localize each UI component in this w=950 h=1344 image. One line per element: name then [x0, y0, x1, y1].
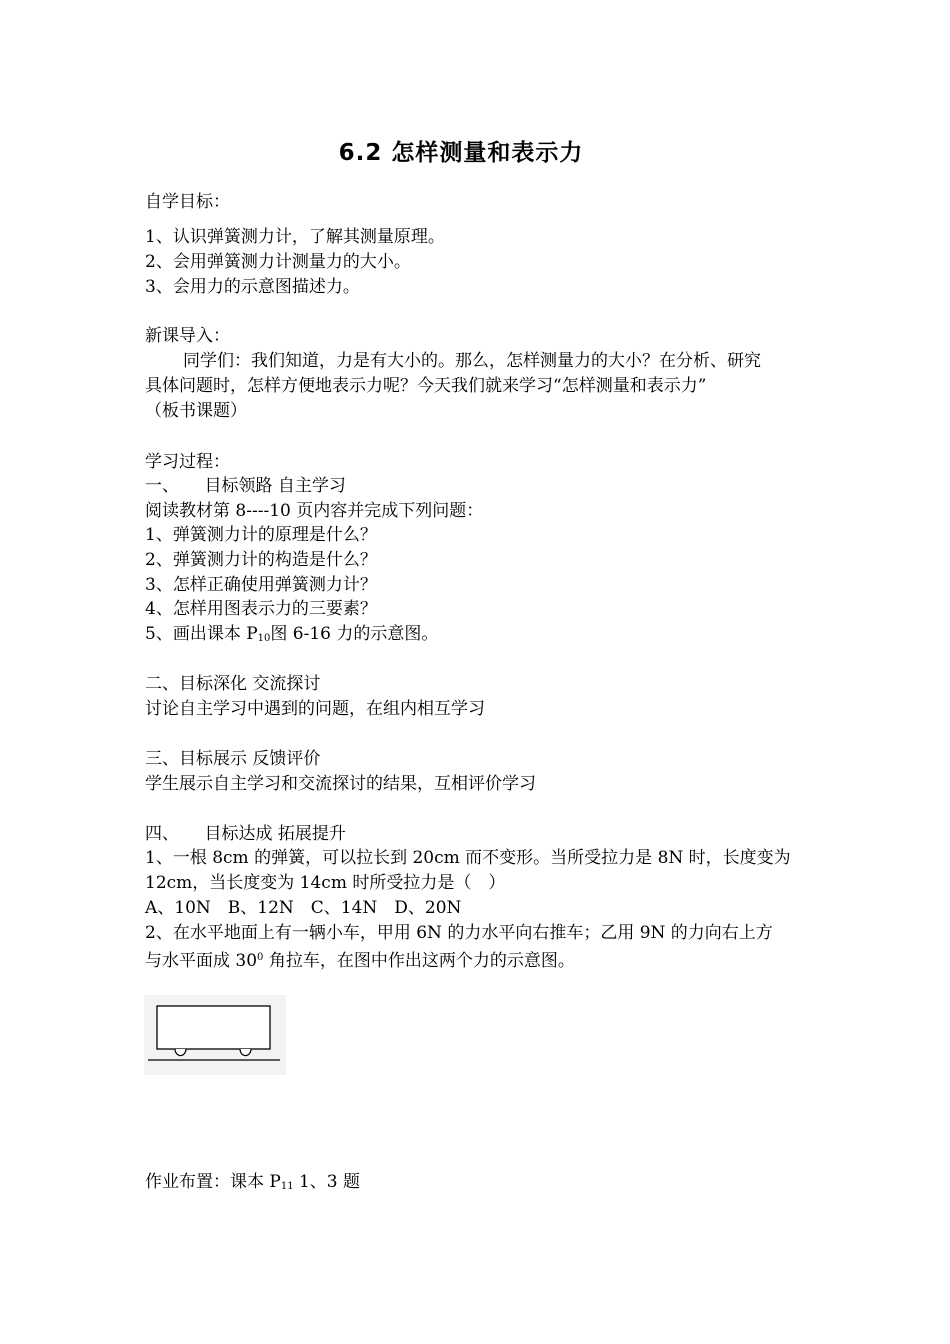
problem-1-line-2: 12cm，当长度变为 14cm 时所受拉力是（ ） — [145, 873, 506, 893]
intro-line-1: 同学们：我们知道，力是有大小的。那么，怎样测量力的大小？在分析、研究 — [183, 351, 761, 371]
homework-subscript: 11 — [280, 1181, 294, 1192]
problem-1-line-1: 1、一根 8cm 的弹簧，可以拉长到 20cm 而不变形。当所受拉力是 8N 时，长度变为 — [145, 848, 791, 868]
goal-item-1: 1、认识弹簧测力计，了解其测量原理。 — [145, 227, 445, 247]
cart-diagram — [144, 995, 286, 1075]
question-5 — [145, 622, 438, 651]
degree-superscript: 0 — [257, 952, 264, 963]
question-2: 2、弹簧测力计的构造是什么？ — [145, 550, 377, 570]
section-1-instruction: 阅读教材第 8----10 页内容并完成下列问题： — [145, 501, 484, 521]
problem-2-line-1: 2、在水平地面上有一辆小车，甲用 6N 的力水平向右推车；乙用 9N 的力向右上方 — [145, 923, 773, 943]
problem-2-line-2-prefix: 与水平面成 30 — [145, 951, 258, 971]
section-2-heading: 二、目标深化 交流探讨 — [145, 674, 321, 694]
question-5-suffix: 图 6-16 力的示意图。 — [270, 624, 439, 644]
page-title: 6.2 怎样测量和表示力 — [338, 140, 584, 166]
question-5-subscript: 10 — [257, 633, 271, 644]
section-4-heading: 四、 目标达成 拓展提升 — [145, 824, 346, 844]
cart-figure — [144, 995, 286, 1075]
cart-wheel-right — [240, 1049, 251, 1056]
intro-heading: 新课导入： — [145, 326, 230, 346]
problem-2-line-2 — [145, 946, 575, 973]
question-1: 1、弹簧测力计的原理是什么？ — [145, 525, 377, 545]
question-4: 4、怎样用图表示力的三要素？ — [145, 599, 377, 619]
problem-1-options: A、10N B、12N C、14N D、20N — [145, 898, 462, 918]
problem-2-line-2-suffix: 角拉车，在图中作出这两个力的示意图。 — [263, 951, 575, 971]
homework-suffix: 1、3 题 — [293, 1172, 361, 1192]
question-3: 3、怎样正确使用弹簧测力计？ — [145, 575, 377, 595]
question-5-prefix: 5、画出课本 P — [145, 624, 258, 644]
goal-item-2: 2、会用弹簧测力计测量力的大小。 — [145, 252, 411, 272]
section-2-text: 讨论自主学习中遇到的问题，在组内相互学习 — [145, 699, 485, 719]
homework-prefix: 作业布置：课本 P — [145, 1172, 281, 1192]
section-3-heading: 三、目标展示 反馈评价 — [145, 749, 321, 769]
section-1-heading: 一、 目标领路 自主学习 — [145, 476, 346, 496]
cart-wheel-left — [175, 1049, 186, 1056]
process-heading: 学习过程： — [145, 452, 230, 472]
section-3-text: 学生展示自主学习和交流探讨的结果，互相评价学习 — [145, 774, 536, 794]
homework — [145, 1170, 360, 1199]
cart-body — [157, 1006, 270, 1049]
intro-line-3: （板书课题） — [145, 401, 247, 421]
goal-item-3: 3、会用力的示意图描述力。 — [145, 277, 360, 297]
goals-heading: 自学目标： — [145, 192, 230, 212]
intro-line-2: 具体问题时，怎样方便地表示力呢？今天我们就来学习“怎样测量和表示力” — [145, 376, 707, 396]
